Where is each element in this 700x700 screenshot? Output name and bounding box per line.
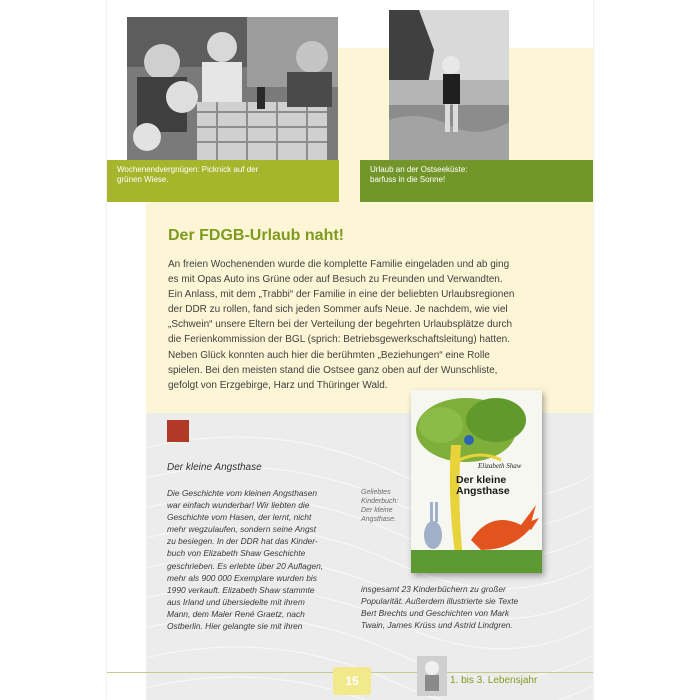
box-line: 1990 verkauft. Elizabeth Shaw stammte: [167, 584, 315, 595]
book-title-line: Angsthase: [456, 485, 510, 497]
article-line: es mit Opas Auto ins Grüne oder auf Besuch zu Freunden und Verwandten.: [168, 274, 503, 286]
picnic-caption-line: grünen Wiese.: [117, 175, 169, 184]
book-title: [456, 475, 546, 497]
box-line: mehr wegzulaufen, sondern seine Angst: [167, 524, 317, 535]
article-line: der DDR zu rollen, fand sich jeden Sommer aufs Neue. Je nachdem, wie viel: [168, 304, 508, 316]
book-caption-line: Angsthase.: [361, 516, 397, 523]
box-line: Mann, dem Maler René Graetz, nach: [167, 608, 305, 619]
section-marker: [167, 420, 189, 442]
box-line: Popularität. Außerdem illustrierte sie Texte: [361, 596, 519, 607]
box-line: Ostberlin. Hier gelangte sie mit ihren: [167, 621, 303, 632]
box-line: geschrieben. Es erlebte über 20 Auflagen,: [167, 560, 324, 571]
box-text-left: [167, 487, 367, 632]
picnic-caption: [107, 160, 339, 202]
book-title-line: Der kleine: [456, 474, 507, 486]
book-caption: [361, 488, 406, 524]
article-line: Neben Glück konnten auch hier die berühmten „Beziehungen“ eine Rolle: [168, 349, 490, 361]
box-line: buch von Elizabeth Shaw Geschichte: [167, 548, 306, 559]
box-line: war einfach wunderbar! Wir liebten die: [167, 500, 310, 511]
box-line: Die Geschichte vom kleinen Angsthasen: [167, 488, 318, 498]
box-title: Der kleine Angsthase: [167, 462, 262, 473]
book-caption-line: Kinderbuch:: [361, 498, 399, 505]
baby-thumbnail: [417, 656, 447, 696]
beach-caption-line: barfuss in die Sonne!: [370, 175, 446, 184]
box-line: insgesamt 23 Kinderbüchern zu großer: [361, 584, 506, 594]
article-heading: Der FDGB-Urlaub naht!: [168, 227, 344, 244]
beach-photo: [389, 10, 509, 162]
book-caption-line: Der kleine: [361, 507, 393, 514]
box-text-right: [361, 583, 581, 631]
picnic-photo: [127, 17, 338, 162]
box-line: zu besiegen. In der DDR hat das Kinder-: [167, 536, 318, 547]
article-line: die Ferienkommission der BGL (sprich: Betriebsgewerkschaftsleitung) hatten.: [168, 334, 511, 346]
beach-caption-line: Urlaub an der Ostseeküste:: [370, 165, 468, 174]
box-line: Twain, James Krüss und Astrid Lindgren.: [361, 620, 513, 631]
book-author: Elizabeth Shaw: [478, 462, 522, 470]
page-number: 15: [333, 667, 371, 695]
picnic-caption-line: Wochenendvergnügen: Picknick auf der: [117, 165, 259, 174]
box-line: mehr als 900 000 Exemplare wurden bis: [167, 572, 317, 583]
section-label: 1. bis 3. Lebensjahr: [450, 675, 538, 686]
article-line: Ein Anlass, mit dem „Trabbi“ der Familie in eine der beliebten Urlaubsregionen: [168, 289, 515, 301]
beach-caption: [360, 160, 593, 202]
article-line: spielen. Bei den meisten stand die Ostsee ganz oben auf der Wunschliste,: [168, 364, 498, 376]
box-line: Bert Brechts und Geschichten von Mark: [361, 608, 510, 619]
article-body: [168, 257, 576, 393]
article-line: gefolgt von Erzgebirge, Harz und Thüringer Wald.: [168, 379, 388, 391]
box-line: Geschichte vom Hasen, der lernt, nicht: [167, 512, 312, 523]
article-line: „Schwein“ unsere Eltern bei der Verteilung der begehrten Urlaubsplätze durch: [168, 319, 513, 331]
box-line: aus Irland und übersiedelte mit ihrem: [167, 596, 305, 607]
article-line: An freien Wochenenden wurde die komplette Familie eingeladen und ab ging: [168, 259, 510, 270]
book-caption-line: Geliebtes: [361, 489, 391, 496]
